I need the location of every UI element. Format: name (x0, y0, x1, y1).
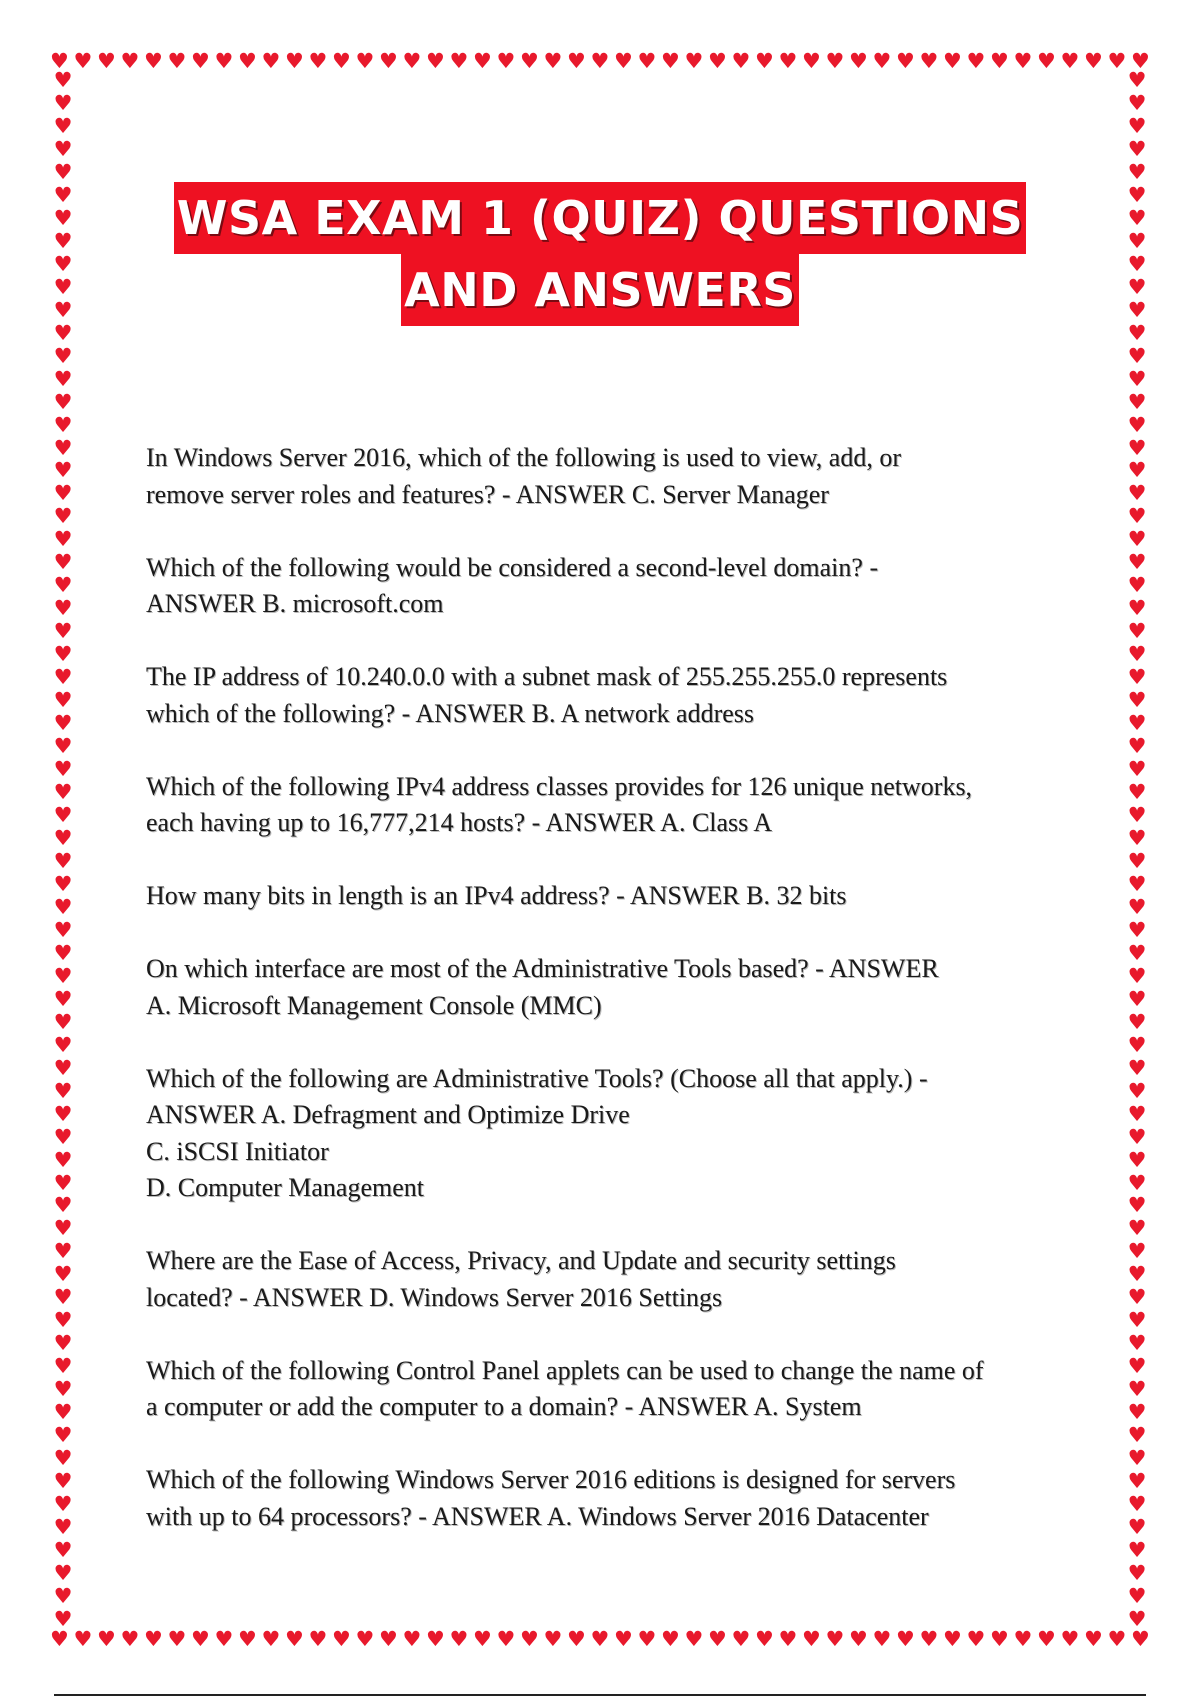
heart-icon: ♥ (355, 1627, 375, 1651)
heart-icon: ♥ (261, 49, 281, 73)
heart-icon: ♥ (990, 1627, 1009, 1651)
heart-icon: ♥ (1013, 49, 1033, 73)
heart-icon: ♥ (1127, 688, 1147, 713)
heart-icon: ♥ (614, 1627, 633, 1651)
heart-icon: ♥ (53, 1285, 73, 1310)
qa-text-line: On which interface are most of the Administrative Tools based? - ANSWER (146, 954, 939, 983)
heart-icon: ♥ (1127, 228, 1147, 253)
heart-icon: ♥ (1127, 780, 1147, 805)
heart-icon: ♥ (1127, 1009, 1147, 1034)
heart-icon: ♥ (53, 136, 73, 161)
heart-icon: ♥ (1127, 1538, 1147, 1562)
heart-icon: ♥ (1127, 527, 1147, 552)
heart-icon: ♥ (1127, 1147, 1147, 1172)
heart-icon: ♥ (1127, 458, 1147, 483)
heart-icon: ♥ (167, 49, 187, 73)
heart-icon: ♥ (53, 986, 73, 1011)
qa-item (146, 951, 1086, 1024)
heart-icon: ♥ (53, 894, 73, 919)
heart-icon: ♥ (896, 1627, 915, 1651)
heart-icon: ♥ (1127, 1469, 1147, 1494)
heart-icon: ♥ (1037, 1627, 1056, 1651)
heart-icon: ♥ (1107, 49, 1127, 73)
heart-icon: ♥ (1127, 1377, 1147, 1402)
heart-icon: ♥ (53, 917, 73, 942)
heart-icon: ♥ (53, 458, 73, 483)
heart-icon: ♥ (53, 1515, 73, 1540)
heart-icon: ♥ (53, 1239, 73, 1264)
heart-icon: ♥ (426, 49, 445, 73)
heart-icon: ♥ (53, 182, 73, 207)
heart-icon: ♥ (97, 49, 116, 73)
heart-icon: ♥ (73, 1627, 93, 1651)
heart-icon: ♥ (402, 49, 422, 73)
heart-icon: ♥ (1127, 251, 1147, 276)
heart-icon: ♥ (1127, 389, 1147, 414)
heart-icon: ♥ (1127, 1239, 1147, 1264)
qa-item (146, 878, 1086, 915)
heart-icon: ♥ (661, 1627, 680, 1651)
heart-icon: ♥ (53, 1560, 73, 1585)
page-bottom-rule (54, 1694, 1146, 1696)
qa-text-line: remove server roles and features? - ANSWER C. Server Manager (146, 479, 829, 509)
heart-icon: ♥ (1127, 1124, 1147, 1149)
heart-icon: ♥ (261, 1627, 281, 1651)
qa-text-line: Which of the following Control Panel applets can be used to change the name of (146, 1355, 984, 1385)
heart-icon: ♥ (684, 49, 704, 73)
heart-icon: ♥ (53, 1101, 73, 1126)
heart-icon: ♥ (1084, 49, 1103, 73)
heart-icon: ♥ (1127, 435, 1147, 460)
heart-icon: ♥ (590, 1627, 610, 1651)
heart-icon: ♥ (1127, 343, 1147, 368)
heart-icon: ♥ (1127, 1423, 1147, 1448)
qa-item (146, 659, 1086, 732)
heart-icon: ♥ (53, 596, 73, 621)
qa-text-line: Where are the Ease of Access, Privacy, and Update and security settings (146, 1246, 896, 1275)
heart-icon: ♥ (567, 49, 586, 73)
qa-text-line: D. Computer Management (146, 1173, 424, 1202)
heart-icon: ♥ (53, 1446, 73, 1471)
heart-icon: ♥ (1127, 871, 1147, 896)
qa-text-line: ANSWER B. microsoft.com (146, 589, 444, 618)
qa-text-line: Which of the following IPv4 address classes provides for 126 unique networks, (146, 771, 973, 801)
heart-icon: ♥ (755, 49, 774, 73)
heart-icon: ♥ (53, 757, 73, 782)
heart-icon: ♥ (496, 49, 516, 73)
heart-icon: ♥ (1127, 297, 1147, 322)
heart-icon: ♥ (567, 1627, 586, 1651)
heart-border-bottom (50, 1626, 1150, 1652)
heart-icon: ♥ (53, 734, 73, 759)
heart-icon: ♥ (144, 49, 163, 73)
heart-icon: ♥ (802, 49, 821, 73)
heart-icon: ♥ (896, 49, 915, 73)
heart-icon: ♥ (1127, 894, 1147, 919)
heart-icon: ♥ (214, 1627, 234, 1651)
heart-icon: ♥ (496, 1627, 516, 1651)
heart-icon: ♥ (53, 803, 73, 827)
heart-icon: ♥ (731, 1627, 751, 1651)
heart-icon: ♥ (53, 1308, 73, 1333)
qa-item (146, 440, 1086, 513)
heart-icon: ♥ (1127, 366, 1147, 391)
heart-icon: ♥ (53, 366, 73, 391)
heart-icon: ♥ (1127, 1170, 1147, 1195)
heart-icon: ♥ (778, 1627, 798, 1651)
qa-text-line: located? - ANSWER D. Windows Server 2016 Settings (146, 1282, 723, 1312)
heart-icon: ♥ (543, 1627, 563, 1651)
heart-icon: ♥ (1127, 504, 1147, 529)
heart-icon: ♥ (449, 1627, 469, 1651)
heart-icon: ♥ (53, 1009, 73, 1034)
heart-icon: ♥ (402, 1627, 422, 1651)
heart-icon: ♥ (1131, 49, 1150, 73)
heart-icon: ♥ (120, 1627, 140, 1651)
heart-icon: ♥ (1127, 917, 1147, 942)
heart-icon: ♥ (97, 1627, 116, 1651)
heart-icon: ♥ (53, 228, 73, 253)
heart-icon: ♥ (1127, 136, 1147, 161)
heart-icon: ♥ (708, 49, 727, 73)
heart-icon: ♥ (53, 1262, 73, 1287)
qa-text-line: Which of the following Windows Server 2016 editions is designed for servers (146, 1465, 956, 1494)
heart-icon: ♥ (1127, 940, 1147, 965)
heart-icon: ♥ (191, 49, 210, 73)
qa-text-line: The IP address of 10.240.0.0 with a subnet mask of 255.255.255.0 represents (146, 662, 948, 691)
heart-icon: ♥ (990, 49, 1009, 73)
heart-icon: ♥ (379, 49, 398, 73)
heart-icon: ♥ (1127, 825, 1147, 850)
title-line-1: WSA EXAM 1 (QUIZ) QUESTIONS (174, 182, 1027, 254)
heart-icon: ♥ (943, 1627, 962, 1651)
heart-icon: ♥ (825, 49, 845, 73)
heart-icon: ♥ (53, 1055, 73, 1080)
heart-icon: ♥ (849, 49, 868, 73)
heart-icon: ♥ (1127, 1354, 1147, 1379)
heart-icon: ♥ (53, 1170, 73, 1195)
heart-icon: ♥ (53, 619, 73, 644)
heart-icon: ♥ (53, 1423, 73, 1448)
heart-icon: ♥ (53, 1400, 73, 1425)
heart-icon: ♥ (1127, 963, 1147, 988)
heart-icon: ♥ (53, 1583, 73, 1608)
heart-icon: ♥ (1127, 1583, 1147, 1608)
heart-icon: ♥ (1060, 1627, 1080, 1651)
qa-text-line: with up to 64 processors? - ANSWER A. Windows Server 2016 Datacenter (146, 1501, 929, 1531)
heart-icon: ♥ (919, 49, 939, 73)
heart-icon: ♥ (1127, 1216, 1147, 1241)
heart-icon: ♥ (332, 1627, 351, 1651)
qa-item (146, 550, 1086, 623)
qa-text-line: each having up to 16,777,214 hosts? - ANSWER A. Class A (146, 808, 773, 837)
qa-text-line: which of the following? - ANSWER B. A network address (146, 698, 755, 728)
heart-icon: ♥ (53, 481, 73, 506)
qa-text-line: ANSWER A. Defragment and Optimize Drive (146, 1100, 630, 1129)
qa-item (146, 769, 1086, 842)
heart-icon: ♥ (53, 642, 73, 667)
heart-icon: ♥ (1127, 1078, 1147, 1103)
heart-icon: ♥ (53, 1538, 73, 1562)
heart-icon: ♥ (1127, 986, 1147, 1011)
heart-icon: ♥ (144, 1627, 163, 1651)
heart-icon: ♥ (1127, 205, 1147, 230)
heart-icon: ♥ (53, 573, 73, 598)
heart-icon: ♥ (872, 49, 892, 73)
heart-icon: ♥ (238, 49, 257, 73)
qa-text-line: A. Microsoft Management Console (MMC) (146, 990, 602, 1020)
heart-icon: ♥ (53, 1193, 73, 1218)
heart-icon: ♥ (1127, 320, 1147, 345)
heart-icon: ♥ (1127, 665, 1147, 690)
heart-icon: ♥ (1127, 848, 1147, 873)
heart-icon: ♥ (1127, 70, 1147, 92)
heart-icon: ♥ (1060, 49, 1080, 73)
heart-icon: ♥ (1127, 1331, 1147, 1356)
heart-icon: ♥ (1127, 1032, 1147, 1057)
heart-icon: ♥ (53, 297, 73, 322)
heart-icon: ♥ (238, 1627, 257, 1651)
heart-icon: ♥ (1127, 1055, 1147, 1080)
heart-icon: ♥ (53, 711, 73, 736)
heart-icon: ♥ (1127, 182, 1147, 207)
heart-icon: ♥ (1131, 1627, 1150, 1651)
heart-icon: ♥ (1127, 734, 1147, 759)
qa-text-line: How many bits in length is an IPv4 address? - ANSWER B. 32 bits (146, 881, 847, 910)
heart-icon: ♥ (53, 780, 73, 805)
heart-icon: ♥ (53, 412, 73, 437)
heart-icon: ♥ (53, 963, 73, 988)
heart-icon: ♥ (308, 1627, 328, 1651)
heart-border-top (50, 48, 1150, 74)
heart-icon: ♥ (53, 504, 73, 529)
heart-icon: ♥ (1127, 113, 1147, 138)
heart-icon: ♥ (520, 1627, 539, 1651)
heart-icon: ♥ (53, 70, 73, 92)
qa-item (146, 1061, 1086, 1207)
heart-icon: ♥ (637, 49, 657, 73)
heart-icon: ♥ (191, 1627, 210, 1651)
heart-icon: ♥ (966, 49, 986, 73)
heart-icon: ♥ (1107, 1627, 1127, 1651)
heart-icon: ♥ (1127, 1285, 1147, 1310)
heart-icon: ♥ (167, 1627, 187, 1651)
heart-icon: ♥ (426, 1627, 445, 1651)
heart-icon: ♥ (53, 665, 73, 690)
heart-icon: ♥ (53, 251, 73, 276)
heart-icon: ♥ (966, 1627, 986, 1651)
heart-icon: ♥ (1127, 1400, 1147, 1425)
heart-icon: ♥ (53, 1331, 73, 1356)
heart-icon: ♥ (53, 1469, 73, 1494)
heart-icon: ♥ (53, 550, 73, 575)
heart-icon: ♥ (1127, 596, 1147, 621)
heart-icon: ♥ (53, 159, 73, 184)
heart-icon: ♥ (53, 1124, 73, 1149)
heart-icon: ♥ (53, 1032, 73, 1057)
question-answer-list (146, 440, 1086, 1572)
heart-icon: ♥ (1127, 274, 1147, 299)
heart-icon: ♥ (53, 389, 73, 414)
heart-icon: ♥ (943, 49, 962, 73)
heart-icon: ♥ (1127, 159, 1147, 184)
heart-icon: ♥ (1037, 49, 1056, 73)
heart-icon: ♥ (53, 274, 73, 299)
heart-icon: ♥ (53, 1216, 73, 1241)
heart-icon: ♥ (53, 1078, 73, 1103)
heart-icon: ♥ (1127, 1515, 1147, 1540)
heart-icon: ♥ (1127, 412, 1147, 437)
heart-icon: ♥ (379, 1627, 398, 1651)
heart-icon: ♥ (708, 1627, 727, 1651)
heart-icon: ♥ (1127, 1492, 1147, 1517)
heart-icon: ♥ (53, 113, 73, 138)
title-line-2: AND ANSWERS (401, 254, 799, 326)
heart-icon: ♥ (1084, 1627, 1103, 1651)
qa-item (146, 1462, 1086, 1535)
heart-icon: ♥ (332, 49, 351, 73)
heart-icon: ♥ (53, 435, 73, 460)
heart-icon: ♥ (590, 49, 610, 73)
qa-item (146, 1243, 1086, 1316)
heart-icon: ♥ (1127, 803, 1147, 827)
qa-text-line: Which of the following are Administrative Tools? (Choose all that apply.) - (146, 1063, 928, 1093)
heart-icon: ♥ (355, 49, 375, 73)
heart-icon: ♥ (872, 1627, 892, 1651)
heart-icon: ♥ (53, 688, 73, 713)
heart-icon: ♥ (919, 1627, 939, 1651)
heart-icon: ♥ (53, 848, 73, 873)
heart-icon: ♥ (802, 1627, 821, 1651)
heart-icon: ♥ (53, 343, 73, 368)
heart-icon: ♥ (53, 1354, 73, 1379)
heart-icon: ♥ (755, 1627, 774, 1651)
qa-item (146, 1353, 1086, 1426)
heart-icon: ♥ (637, 1627, 657, 1651)
heart-icon: ♥ (473, 49, 492, 73)
heart-icon: ♥ (1127, 1101, 1147, 1126)
heart-icon: ♥ (53, 940, 73, 965)
heart-icon: ♥ (285, 49, 304, 73)
heart-icon: ♥ (53, 90, 73, 115)
heart-icon: ♥ (473, 1627, 492, 1651)
heart-icon: ♥ (449, 49, 469, 73)
heart-border-right (1124, 70, 1150, 1630)
heart-icon: ♥ (53, 1147, 73, 1172)
heart-icon: ♥ (53, 527, 73, 552)
heart-icon: ♥ (849, 1627, 868, 1651)
heart-icon: ♥ (53, 205, 73, 230)
qa-text-line: C. iSCSI Initiator (146, 1136, 329, 1166)
heart-icon: ♥ (1127, 550, 1147, 575)
heart-icon: ♥ (1127, 1308, 1147, 1333)
heart-icon: ♥ (53, 1606, 73, 1630)
heart-icon: ♥ (53, 871, 73, 896)
heart-icon: ♥ (1127, 619, 1147, 644)
heart-icon: ♥ (778, 49, 798, 73)
heart-icon: ♥ (120, 49, 140, 73)
heart-icon: ♥ (661, 49, 680, 73)
heart-icon: ♥ (285, 1627, 304, 1651)
heart-icon: ♥ (53, 1492, 73, 1517)
heart-icon: ♥ (1127, 757, 1147, 782)
heart-icon: ♥ (1127, 711, 1147, 736)
heart-icon: ♥ (1127, 90, 1147, 115)
heart-icon: ♥ (1127, 1193, 1147, 1218)
heart-icon: ♥ (50, 1627, 69, 1651)
document-title (120, 182, 1080, 326)
heart-icon: ♥ (1013, 1627, 1033, 1651)
heart-icon: ♥ (1127, 1446, 1147, 1471)
qa-text-line: In Windows Server 2016, which of the following is used to view, add, or (146, 443, 902, 472)
qa-text-line: Which of the following would be considered a second-level domain? - (146, 552, 879, 582)
heart-icon: ♥ (543, 49, 563, 73)
heart-icon: ♥ (520, 49, 539, 73)
heart-icon: ♥ (53, 1377, 73, 1402)
heart-icon: ♥ (1127, 1606, 1147, 1630)
heart-icon: ♥ (1127, 573, 1147, 598)
heart-icon: ♥ (50, 49, 69, 73)
heart-border-left (50, 70, 76, 1630)
heart-icon: ♥ (1127, 1560, 1147, 1585)
heart-icon: ♥ (614, 49, 633, 73)
heart-icon: ♥ (1127, 642, 1147, 667)
heart-icon: ♥ (214, 49, 234, 73)
heart-icon: ♥ (53, 320, 73, 345)
heart-icon: ♥ (308, 49, 328, 73)
heart-icon: ♥ (684, 1627, 704, 1651)
heart-icon: ♥ (1127, 1262, 1147, 1287)
qa-text-line: a computer or add the computer to a domain? - ANSWER A. System (146, 1392, 862, 1421)
heart-icon: ♥ (1127, 481, 1147, 506)
heart-icon: ♥ (825, 1627, 845, 1651)
heart-icon: ♥ (73, 49, 93, 73)
heart-icon: ♥ (731, 49, 751, 73)
heart-icon: ♥ (53, 825, 73, 850)
